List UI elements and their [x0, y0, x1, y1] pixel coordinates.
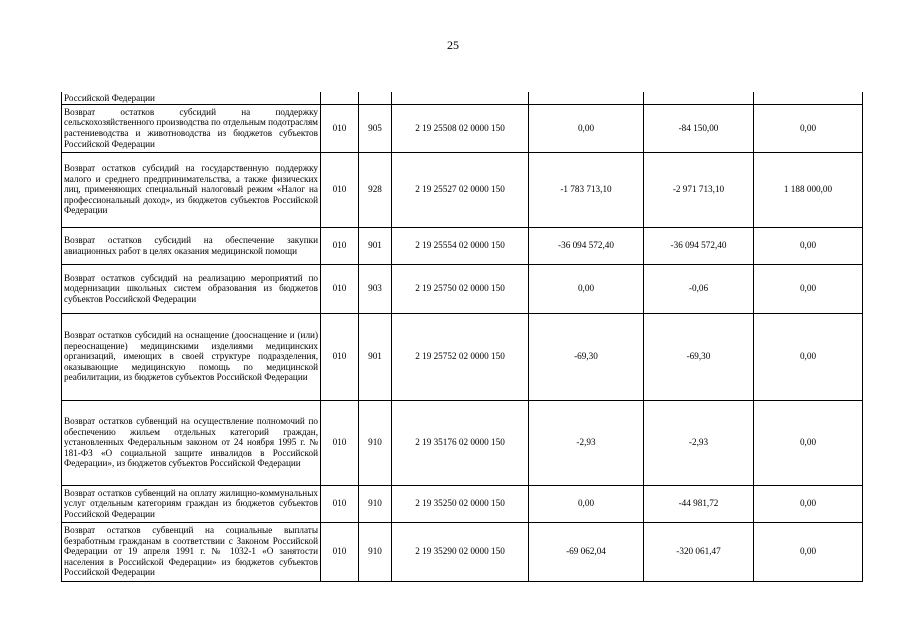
- admin-code-cell: 903: [359, 264, 392, 313]
- value-3-cell: 0,00: [754, 104, 863, 152]
- value-3-cell: 0,00: [754, 227, 863, 264]
- value-3-cell: 0,00: [754, 522, 863, 581]
- table-row: [62, 313, 863, 400]
- value-2-cell: -84 150,00: [644, 104, 754, 152]
- item-name-cell: Возврат остатков субсидий на оснащение (дооснащение и (или) переоснащение) медицинскими изделиями медицинских организаций, имеющих в своей структуре подразделения, оказывающие медицинскую помощь по медицинской реабилитации, из бюджетов субъектов Российской Федерации: [62, 313, 321, 400]
- item-name-cell: Возврат остатков субвенций на осуществление полномочий по обеспечению жильем отдельных категорий граждан, установленных Федеральным законом от 24 ноября 1995 г. № 181-ФЗ «О социальной защите инвалидов в Российской Федерации», из бюджетов субъектов Российской Федерации: [62, 400, 321, 485]
- admin-code-cell: 901: [359, 313, 392, 400]
- section-code-cell: 010: [321, 485, 359, 522]
- table-row: [62, 485, 863, 522]
- value-2-cell: -2,93: [644, 400, 754, 485]
- item-name-cell: Возврат остатков субсидий на реализацию мероприятий по модернизации школьных систем образования из бюджетов субъектов Российской Федерации: [62, 264, 321, 313]
- value-2-cell: -69,30: [644, 313, 754, 400]
- section-code-cell: 010: [321, 522, 359, 581]
- empty-cell: [644, 92, 754, 104]
- value-2-cell: -320 061,47: [644, 522, 754, 581]
- table-row: [62, 264, 863, 313]
- value-2-cell: -44 981,72: [644, 485, 754, 522]
- budget-code-cell: 2 19 25752 02 0000 150: [392, 313, 529, 400]
- value-1-cell: 0,00: [529, 264, 644, 313]
- admin-code-cell: 910: [359, 400, 392, 485]
- table-row: [62, 104, 863, 152]
- budget-code-cell: 2 19 35290 02 0000 150: [392, 522, 529, 581]
- section-code-cell: 010: [321, 104, 359, 152]
- value-1-cell: -69,30: [529, 313, 644, 400]
- value-3-cell: 0,00: [754, 264, 863, 313]
- admin-code-cell: 910: [359, 485, 392, 522]
- budget-code-cell: 2 19 35176 02 0000 150: [392, 400, 529, 485]
- value-3-cell: 0,00: [754, 485, 863, 522]
- value-3-cell: 1 188 000,00: [754, 152, 863, 227]
- continuation-row: [62, 92, 863, 104]
- empty-cell: [359, 92, 392, 104]
- item-name-cell: Возврат остатков субвенций на социальные выплаты безработным гражданам в соответствии с Законом Российской Федерации от 19 апреля 1991 г. № 1032-1 «О занятости населения в Российской Федерации» из бюджетов субъектов Российской Федерации: [62, 522, 321, 581]
- section-code-cell: 010: [321, 152, 359, 227]
- item-name-cell: Возврат остатков субсидий на поддержку сельскохозяйственного производства по отдельным подотраслям растениеводства и животноводства из бюджетов субъектов Российской Федерации: [62, 104, 321, 152]
- value-1-cell: 0,00: [529, 104, 644, 152]
- section-code-cell: 010: [321, 400, 359, 485]
- empty-cell: [529, 92, 644, 104]
- empty-cell: [392, 92, 529, 104]
- budget-code-cell: 2 19 25527 02 0000 150: [392, 152, 529, 227]
- value-2-cell: -0,06: [644, 264, 754, 313]
- budget-code-cell: 2 19 25750 02 0000 150: [392, 264, 529, 313]
- budget-code-cell: 2 19 25554 02 0000 150: [392, 227, 529, 264]
- admin-code-cell: 901: [359, 227, 392, 264]
- item-name-cell: Возврат остатков субсидий на государственную поддержку малого и среднего предпринимательства, а также физических лиц, применяющих специальный налоговый режим «Налог на профессиональный доход», из бюджетов субъектов Российской Федерации: [62, 152, 321, 227]
- empty-cell: [321, 92, 359, 104]
- table-row: [62, 522, 863, 581]
- admin-code-cell: 928: [359, 152, 392, 227]
- value-1-cell: -36 094 572,40: [529, 227, 644, 264]
- budget-table: [61, 92, 863, 582]
- admin-code-cell: 910: [359, 522, 392, 581]
- value-1-cell: -2,93: [529, 400, 644, 485]
- table-row: [62, 152, 863, 227]
- value-1-cell: -1 783 713,10: [529, 152, 644, 227]
- value-3-cell: 0,00: [754, 400, 863, 485]
- budget-code-cell: 2 19 25508 02 0000 150: [392, 104, 529, 152]
- continuation-cell: Российской Федерации: [62, 92, 321, 104]
- value-3-cell: 0,00: [754, 313, 863, 400]
- page-number: 25: [447, 38, 459, 52]
- empty-cell: [754, 92, 863, 104]
- value-2-cell: -36 094 572,40: [644, 227, 754, 264]
- table-row: [62, 400, 863, 485]
- value-1-cell: -69 062,04: [529, 522, 644, 581]
- table-row: [62, 227, 863, 264]
- section-code-cell: 010: [321, 264, 359, 313]
- budget-code-cell: 2 19 35250 02 0000 150: [392, 485, 529, 522]
- item-name-cell: Возврат остатков субвенций на оплату жилищно-коммунальных услуг отдельным категориям граждан из бюджетов субъектов Российской Федерации: [62, 485, 321, 522]
- item-name-cell: Возврат остатков субсидий на обеспечение закупки авиационных работ в целях оказания медицинской помощи: [62, 227, 321, 264]
- admin-code-cell: 905: [359, 104, 392, 152]
- section-code-cell: 010: [321, 313, 359, 400]
- value-1-cell: 0,00: [529, 485, 644, 522]
- section-code-cell: 010: [321, 227, 359, 264]
- value-2-cell: -2 971 713,10: [644, 152, 754, 227]
